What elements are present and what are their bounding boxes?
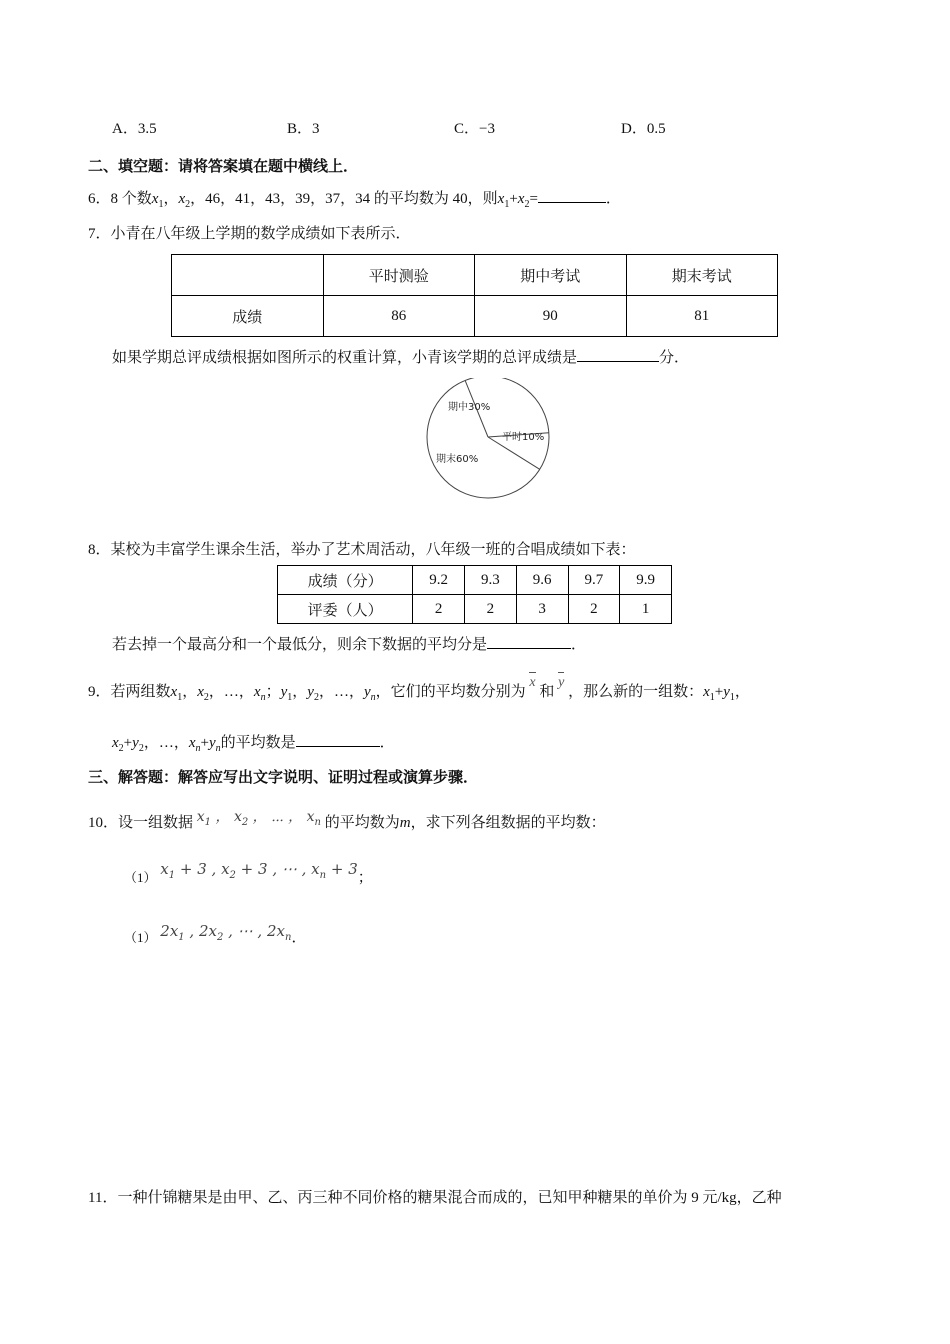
question-9-line2: $x_2+y_2$，…，$x_n+y_n$的平均数是 ． [112, 731, 395, 754]
q7-row-label: 成绩 [172, 296, 324, 337]
q8-score-5: 9.9 [620, 566, 672, 595]
q7-header-final: 期末考试 [626, 255, 778, 296]
question-8-stem: 8．某校为丰富学生课余生活，举办了艺术周活动，八年级一班的合唱成绩如下表： [88, 542, 636, 558]
q9-mid1: ，它们的平均数分别为 [375, 684, 526, 700]
q8-score-3: 9.6 [516, 566, 568, 595]
q8-follow-prefix: 若去掉一个最高分和一个最低分，则余下数据的平均分是 [112, 637, 488, 653]
q8-answer-blank[interactable] [487, 634, 571, 649]
question-10 [88, 811, 606, 834]
q10-prefix: 10．设一组数据 [88, 815, 194, 831]
q6-answer-blank[interactable] [538, 188, 606, 203]
q7-followup [112, 346, 689, 367]
q10-part1-label: （1） [124, 870, 157, 885]
pie-label-quiz: 平时10% [502, 432, 545, 443]
q6-tail: ，46，41，43，39，37，34 的平均数为 40，则 [190, 191, 498, 207]
q7-value-quiz: 86 [323, 296, 475, 337]
q10-var-m: m [399, 815, 411, 831]
y-bar-symbol: y [558, 675, 565, 690]
option-b: B．3 [287, 121, 320, 137]
q10-data-list: $x_1$ ， $x_2$ ， ⋯ ， $x_n$ [196, 809, 321, 828]
q9-prefix: 9．若两组数 [88, 684, 171, 700]
q8-followup [112, 633, 586, 654]
q7-follow-prefix: 如果学期总评成绩根据如图所示的权重计算，小青该学期的总评成绩是 [112, 350, 578, 366]
q8-score-2: 9.3 [465, 566, 517, 595]
q8-row2-label: 评委（人） [278, 595, 413, 624]
q7-value-final: 81 [626, 296, 778, 337]
q10-part1-expr: $x_1 + 3$ , $x_2 + 3$ , ⋯ , $x_n + 3$ [160, 860, 358, 881]
q8-score-1: 9.2 [413, 566, 465, 595]
weight-pie-chart [418, 378, 558, 504]
q8-judges-2: 2 [465, 595, 517, 624]
question-11: 11．一种什锦糖果是由甲、乙、丙三种不同价格的糖果混合而成的，已知甲种糖果的单价为 9 元/kg，乙种 [88, 1190, 782, 1206]
q8-judges-4: 2 [568, 595, 620, 624]
q8-judges-1: 2 [413, 595, 465, 624]
q10-part1 [124, 860, 373, 889]
q7-header-empty [172, 255, 324, 296]
q7-header-midterm: 期中考试 [475, 255, 627, 296]
option-d: D．0.5 [621, 121, 666, 137]
section3-heading: 三、解答题：解答应写出文字说明、证明过程或演算步骤． [88, 770, 479, 786]
q7-answer-blank[interactable] [577, 347, 659, 362]
x-bar-symbol: x [529, 675, 536, 690]
q8-judges-5: 1 [620, 595, 672, 624]
q10-part2-expr: $2x_1$ , $2x_2$ , ⋯ , $2x_n$ [160, 922, 292, 943]
q8-row1-label: 成绩（分） [278, 566, 413, 595]
option-a: A．3.5 [112, 121, 157, 137]
q8-judges-3: 3 [516, 595, 568, 624]
question-9-line1: 9．若两组数$x_1$，$x_2$，…，$x_n$；$y_1$，$y_2$，…，$y_n$，它们的平均数分别为 x 和 y ，那么新的一组数：$x_1+y_1$， [88, 675, 750, 703]
option-c: C．−3 [454, 121, 495, 137]
section2-heading: 二、填空题：请将答案填在题中横线上． [88, 159, 359, 175]
q9-end: ． [379, 735, 395, 751]
q10-part2-end: ． [291, 930, 307, 946]
question-7-stem: 7．小青在八年级上学期的数学成绩如下表所示． [88, 226, 411, 242]
q6-end: ． [605, 191, 621, 207]
q7-score-table [171, 254, 778, 337]
q8-score-4: 9.7 [568, 566, 620, 595]
question-6: 6．8 个数$x_1$，$x_2$，46，41，43，39，37，34 的平均数为 40，则$x_1+x_2=$ ． [88, 187, 621, 210]
q10-suffix: ，求下列各组数据的平均数： [410, 815, 606, 831]
q7-value-midterm: 90 [475, 296, 627, 337]
q9-suffix: 的平均数是 [220, 735, 296, 751]
q10-part2 [124, 922, 307, 949]
q7-follow-suffix: 分． [659, 350, 690, 366]
q10-part1-end: ； [357, 870, 373, 886]
q9-answer-blank[interactable] [296, 732, 380, 747]
q6-prefix: 6．8 个数 [88, 191, 152, 207]
q8-score-table [277, 565, 672, 624]
q8-follow-suffix: ． [571, 637, 587, 653]
q10-part2-label: （1） [124, 930, 157, 945]
q10-mid: 的平均数为 [324, 815, 400, 831]
pie-label-midterm: 期中30% [448, 402, 491, 413]
pie-label-final: 期末60% [436, 454, 479, 465]
q9-mid2: ，那么新的一组数： [568, 684, 704, 700]
q7-header-quiz: 平时测验 [323, 255, 475, 296]
q9-he: 和 [539, 684, 555, 700]
